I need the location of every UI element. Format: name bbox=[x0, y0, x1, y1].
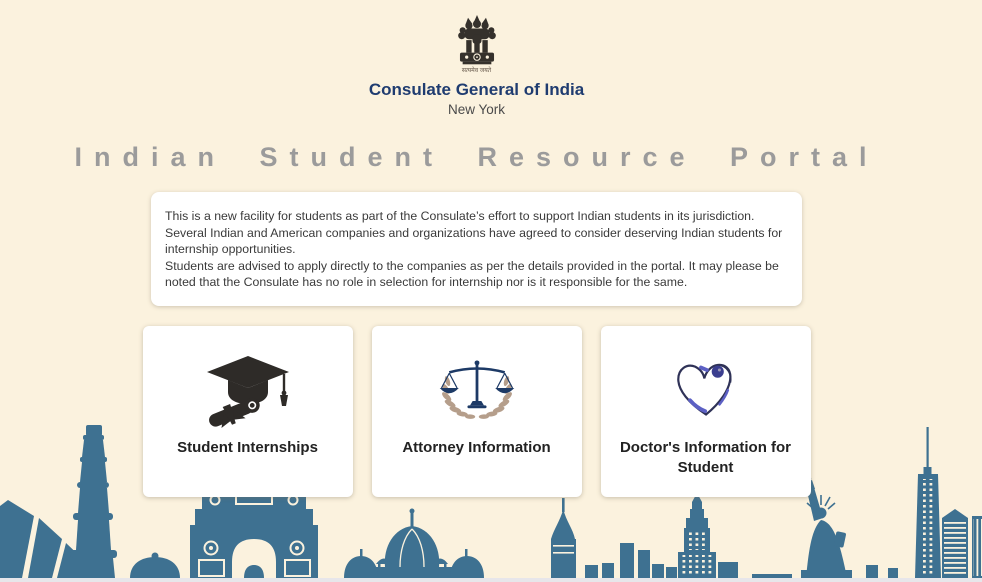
bottom-strip bbox=[0, 578, 982, 582]
ashoka-emblem-icon bbox=[450, 15, 504, 75]
card-label: Attorney Information bbox=[402, 438, 551, 456]
card-attorney-information[interactable] bbox=[372, 326, 582, 497]
graduation-cap-icon bbox=[204, 326, 292, 428]
intro-line-1: This is a new facility for students as part of the Consulate’s effort to support Indian students in its jurisdiction. Several Indian and American companies and organizations have agreed to consider deserving Indian students for internship opportunities. bbox=[165, 209, 783, 257]
page-title: Indian Student Resource Portal bbox=[74, 142, 879, 172]
card-doctors-information[interactable] bbox=[601, 326, 811, 497]
card-label: Student Internships bbox=[177, 438, 318, 456]
heart-stethoscope-icon bbox=[664, 326, 748, 428]
resource-cards bbox=[0, 326, 953, 497]
header bbox=[0, 0, 953, 117]
intro-box bbox=[151, 192, 802, 306]
org-name: Consulate General of India bbox=[368, 80, 585, 99]
org-location: New York bbox=[447, 102, 506, 117]
card-student-internships[interactable] bbox=[143, 326, 353, 497]
intro-line-2: Students are advised to apply directly to the companies as per the details provided in the portal. It may please be noted that the Consulate has no role in selection for internship nor is it responsible for the same. bbox=[165, 258, 779, 290]
scales-of-justice-icon bbox=[425, 326, 529, 428]
emblem-motto: सत्यमेव जयते bbox=[461, 68, 492, 74]
card-label: Doctor's Information for Student bbox=[619, 438, 792, 477]
